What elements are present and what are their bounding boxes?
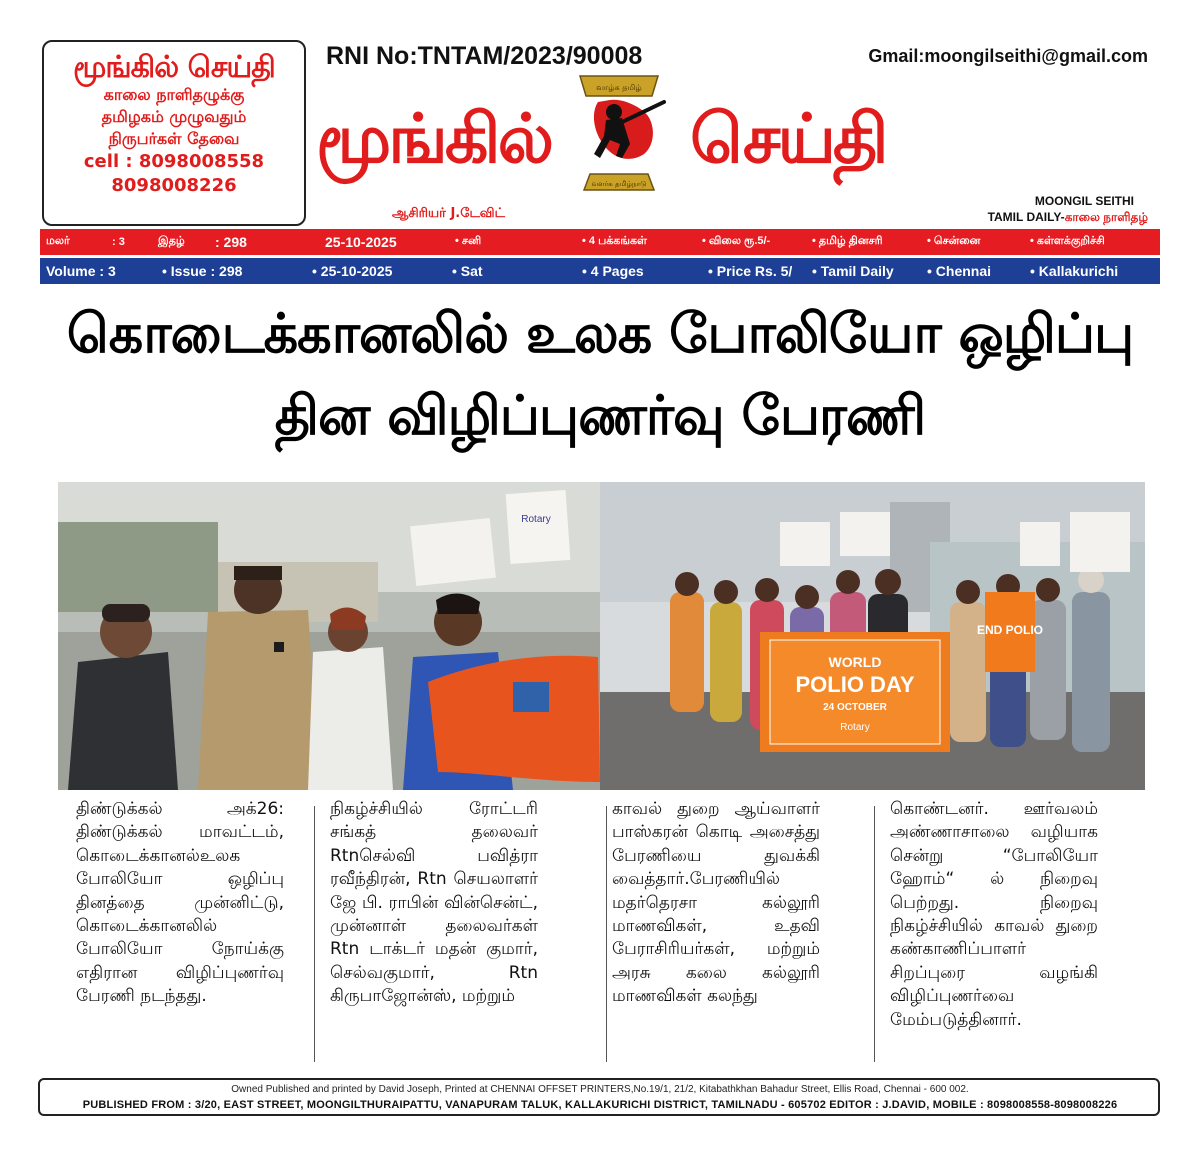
article-text-2: நிகழ்ச்சியில் ரோட்டரி சங்கத் தலைவர் Rtnசெல்வி பவித்ரா ரவீந்திரன், Rtn செயலாளர் ஜே பி. ராபின் வின்சென்ட், முன்னாள் தலைவர்கள் Rtn டாக்டர் மதன் குமார், செல்வகுமார், Rtn கிருபாஜோன்ஸ், மற்றும் [330,799,538,1007]
editor-name: ஆசிரியர் J.டேவிட் [392,206,505,221]
masthead-name-english: MOONGIL SEITHI [1034,194,1134,208]
footer-printer-line: Owned Published and printed by David Joseph, Printed at CHENNAI OFFSET PRINTERS,No.19/1, 21/2, Kitabathkhan Bahadur Street, Ellis Road, Chennai - 600 002. [231,1084,969,1095]
photo-flag-off [58,482,600,790]
bar-en-issue: • Issue : 298 [162,263,243,279]
ad-cell-1: cell : 8098008558 [83,151,265,172]
bar-issue-value: : 298 [215,234,247,250]
emblem-logo [560,62,678,200]
advertisement-box [42,40,306,226]
ad-line-1: காலை நாளிதழுக்கு [103,85,245,104]
column-divider [874,806,875,1062]
bar-volume-label: மலர் [46,235,70,247]
article-column-3 [612,798,820,1009]
tagline-english: TAMIL DAILY- [987,210,1065,224]
bar-en-district: • Kallakurichi [1030,263,1119,279]
ad-line-2: தமிழகம் முழுவதும் [101,107,247,126]
masthead-tagline [988,210,1148,226]
bar-en-day: • Sat [452,263,483,279]
banner-date: 24 OCTOBER [823,702,887,713]
bar-day: • சனி [455,235,482,247]
headline-line-1: கொடைக்கானலில் உலக போலியோ ஒழிப்பு [66,302,1134,365]
info-bar-english [40,258,1160,284]
banner-rotary: Rotary [840,722,870,733]
column-divider [314,806,315,1062]
column-divider [606,806,607,1062]
bar-en-city: • Chennai [927,263,992,279]
bar-en-pages: • 4 Pages [582,263,644,279]
bar-en-daily: • Tamil Daily [812,263,894,279]
tagline-tamil: காலை நாளிதழ் [1064,210,1148,224]
bar-en-price: • Price Rs. 5/ [708,263,793,279]
end-polio-sign-text: END POLIO [976,623,1044,637]
masthead-title-left: மூங்கில் [316,100,552,179]
banner-world: WORLD [828,654,882,670]
placard-text: Rotary [521,514,551,525]
article-text-3: காவல் துறை ஆய்வாளர் பாஸ்கரன் கொடி அசைத்து பேரணியை துவக்கி வைத்தார்.பேரணியில் மதர்தெரசா கல்லூரி மாணவிகள், உதவி பேராசிரியர்கள், மற்றும் அரசு கலை கல்லூரி மாணவிகள் கலந்து [612,799,820,1007]
headline-line-2: தின விழிப்புணர்வு பேரணி [274,384,926,447]
article-column-2 [330,798,538,1009]
bar-pages: • 4 பக்கங்கள் [582,235,647,247]
bar-volume-value: : 3 [112,236,125,248]
photo-polio-rally [600,482,1145,790]
bar-en-volume: Volume : 3 [46,263,116,279]
info-bar-tamil [40,229,1160,255]
footer-publisher-line: PUBLISHED FROM : 3/20, EAST STREET, MOONGILTHURAIPATTU, VANAPURAM TALUK, KALLAKURICHI DISTRICT, TAMILNADU - 605702 EDITOR : J.DAVID, MOBILE : 8098008558-8098008226 [82,1099,1118,1111]
article-column-4 [890,798,1098,1032]
bar-district: • கள்ளக்குறிச்சி [1030,235,1105,247]
emblem-top-text: வாழ்க தமிழ் [596,83,642,92]
bar-date: 25-10-2025 [325,234,397,250]
emblem-bottom-text: வளர்க தமிழ்நாடு [591,180,647,188]
article-text-4: கொண்டனர். ஊர்வலம் அண்ணாசாலை வழியாக சென்று “போலியோ ஹோம்“ ல் நிறைவு பெற்றது. நிறைவு நிகழ்ச்சியில் காவல் துறை கண்காணிப்பாளர் சிறப்புரை வழங்கி விழிப்புணர்வை மேம்படுத்தினார். [890,799,1098,1030]
bar-en-date: • 25-10-2025 [312,263,393,279]
ad-logo: மூங்கில் செய்தி [73,50,275,85]
ad-line-3: நிருபர்கள் தேவை [108,129,240,148]
bar-daily: • தமிழ் தினசரி [812,235,883,247]
contact-email: Gmail:moongilseithi@gmail.com [868,46,1148,66]
article-column-1 [76,798,284,1009]
masthead-title-right: செய்தி [690,100,886,179]
bar-price: • விலை ரூ.5/- [702,235,771,247]
ad-cell-2: 8098008226 [111,175,237,196]
banner-polio-day: POLIO DAY [795,672,915,697]
rni-number: RNI No:TNTAM/2023/90008 [326,42,643,70]
bar-city: • சென்னை [927,235,981,247]
article-text-1: திண்டுக்கல் அக்26: திண்டுக்கல் மாவட்டம், கொடைக்கானல்உலக போலியோ ஒழிப்பு தினத்தை முன்னிட்டு, கொடைக்கானலில் போலியோ நோய்க்கு எதிரான விழிப்புணர்வு பேரணி நடந்தது. [76,799,284,1007]
bar-issue-label: இதழ் [158,235,185,247]
